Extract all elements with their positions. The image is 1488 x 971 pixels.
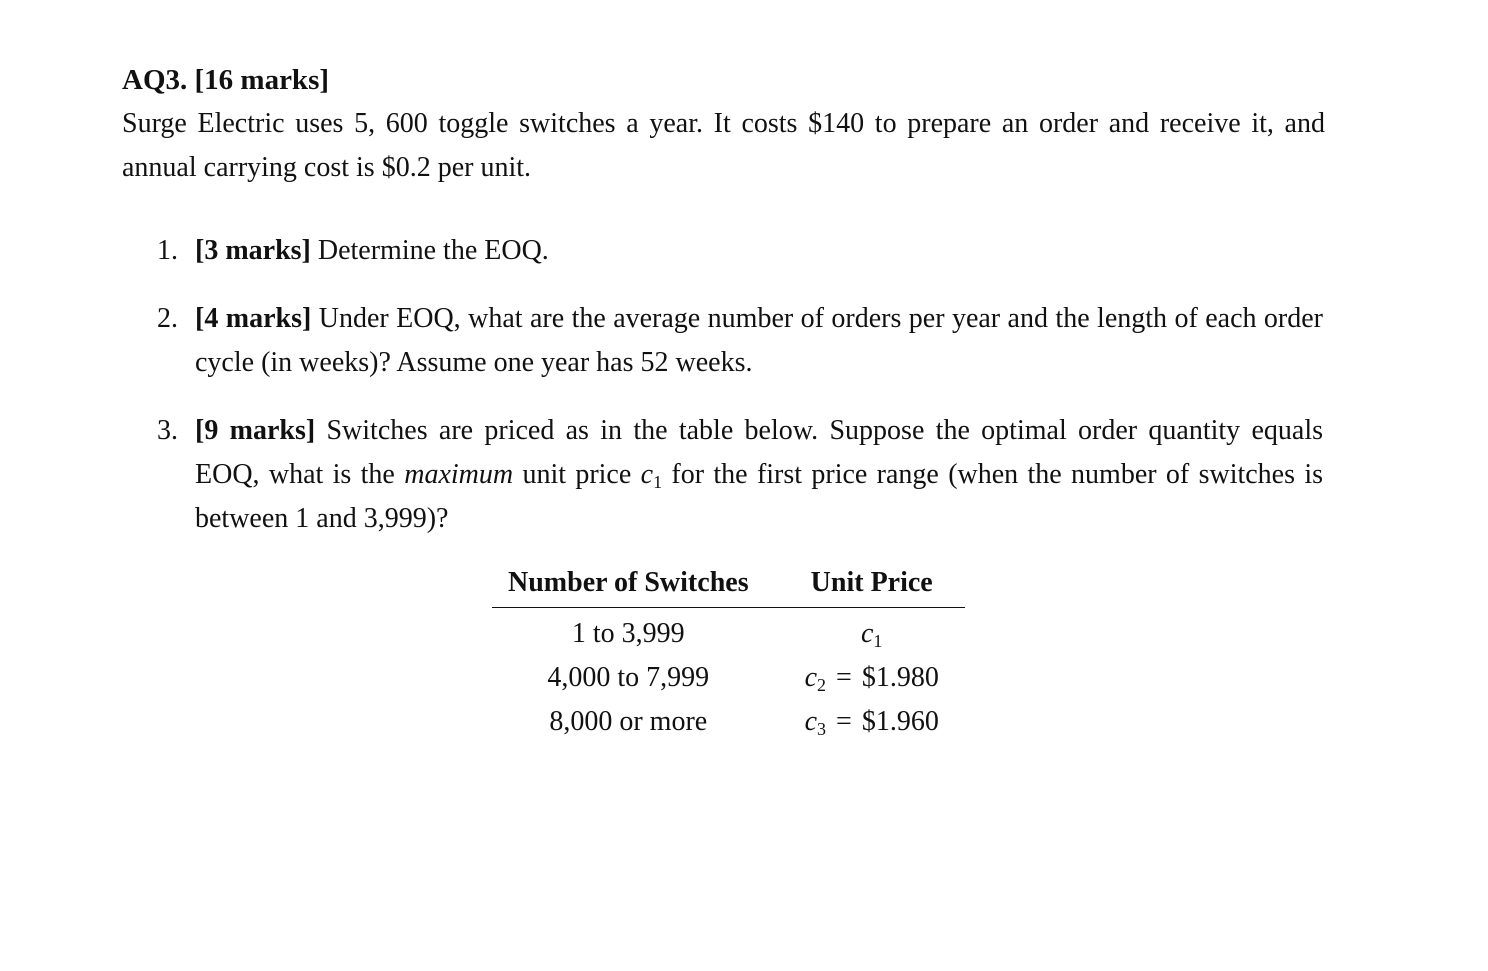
sub-question-number: 1.: [157, 235, 178, 266]
table-cell-price: [777, 608, 965, 657]
variable-letter: c: [804, 706, 818, 737]
table-row: [492, 700, 965, 744]
variable-letter: c: [640, 459, 654, 490]
question-total-marks: [16 marks]: [194, 64, 330, 96]
variable-index: 2: [817, 675, 827, 695]
question-document: [122, 60, 1332, 541]
table-header-unit-price: Unit Price: [777, 560, 965, 608]
sub-question-marks: [9 marks]: [195, 415, 316, 446]
table-cell-price: [777, 656, 965, 700]
sub-question-2: [122, 297, 1323, 385]
table-cell-range: 1 to 3,999: [571, 618, 685, 649]
table-header-switches: Number of Switches: [492, 560, 777, 608]
table-row: [492, 608, 965, 657]
emphasis-word: maximum: [404, 459, 514, 490]
sub-question-text: Under EOQ, what are the average number of orders per year and the length of each order cycle (in weeks)? Assume one year has 52 weeks.: [195, 303, 1323, 378]
price-variable: [641, 459, 662, 490]
price-variable: [805, 706, 826, 737]
sub-question-text: Determine the EOQ.: [317, 235, 549, 266]
table-row: [492, 656, 965, 700]
sub-question-list: [122, 229, 1332, 541]
price-table: [492, 560, 965, 744]
sub-question-number: 2.: [157, 303, 178, 334]
equals-sign: =: [836, 662, 852, 693]
sub-question-number: 3.: [157, 415, 178, 446]
variable-index: 3: [817, 719, 827, 739]
question-intro: Surge Electric uses 5, 600 toggle switches a year. It costs $140 to prepare an order and receive it, and annual carrying cost is $0.2 per unit.: [122, 108, 1325, 183]
table-cell-price: [777, 700, 965, 744]
sub-question-3: [122, 409, 1323, 541]
price-value: $1.980: [861, 662, 939, 693]
sub-question-text-after: for the first price range (when the number of switches is between 1 and 3,999)?: [195, 459, 1324, 534]
variable-index: 1: [873, 631, 883, 651]
variable-letter: c: [804, 662, 818, 693]
table-cell-range: 8,000 or more: [549, 706, 708, 737]
price-variable: [861, 618, 882, 649]
price-variable: [805, 662, 826, 693]
price-value: $1.960: [861, 706, 939, 737]
sub-question-marks: [4 marks]: [195, 303, 312, 334]
question-heading: [122, 60, 1332, 100]
question-code: AQ3.: [122, 64, 188, 96]
sub-question-text-before: Switches are priced as in the table below. Suppose the optimal order quantity equals EOQ, what is the: [195, 415, 1323, 490]
table-header-row: [492, 560, 965, 608]
variable-letter: c: [860, 618, 874, 649]
sub-question-marks: [3 marks]: [195, 235, 311, 266]
variable-index: 1: [653, 472, 663, 492]
table-cell-range: 4,000 to 7,999: [547, 662, 710, 693]
sub-question-text-middle: unit price: [522, 459, 632, 490]
sub-question-1: [122, 229, 1323, 273]
equals-sign: =: [836, 706, 852, 737]
